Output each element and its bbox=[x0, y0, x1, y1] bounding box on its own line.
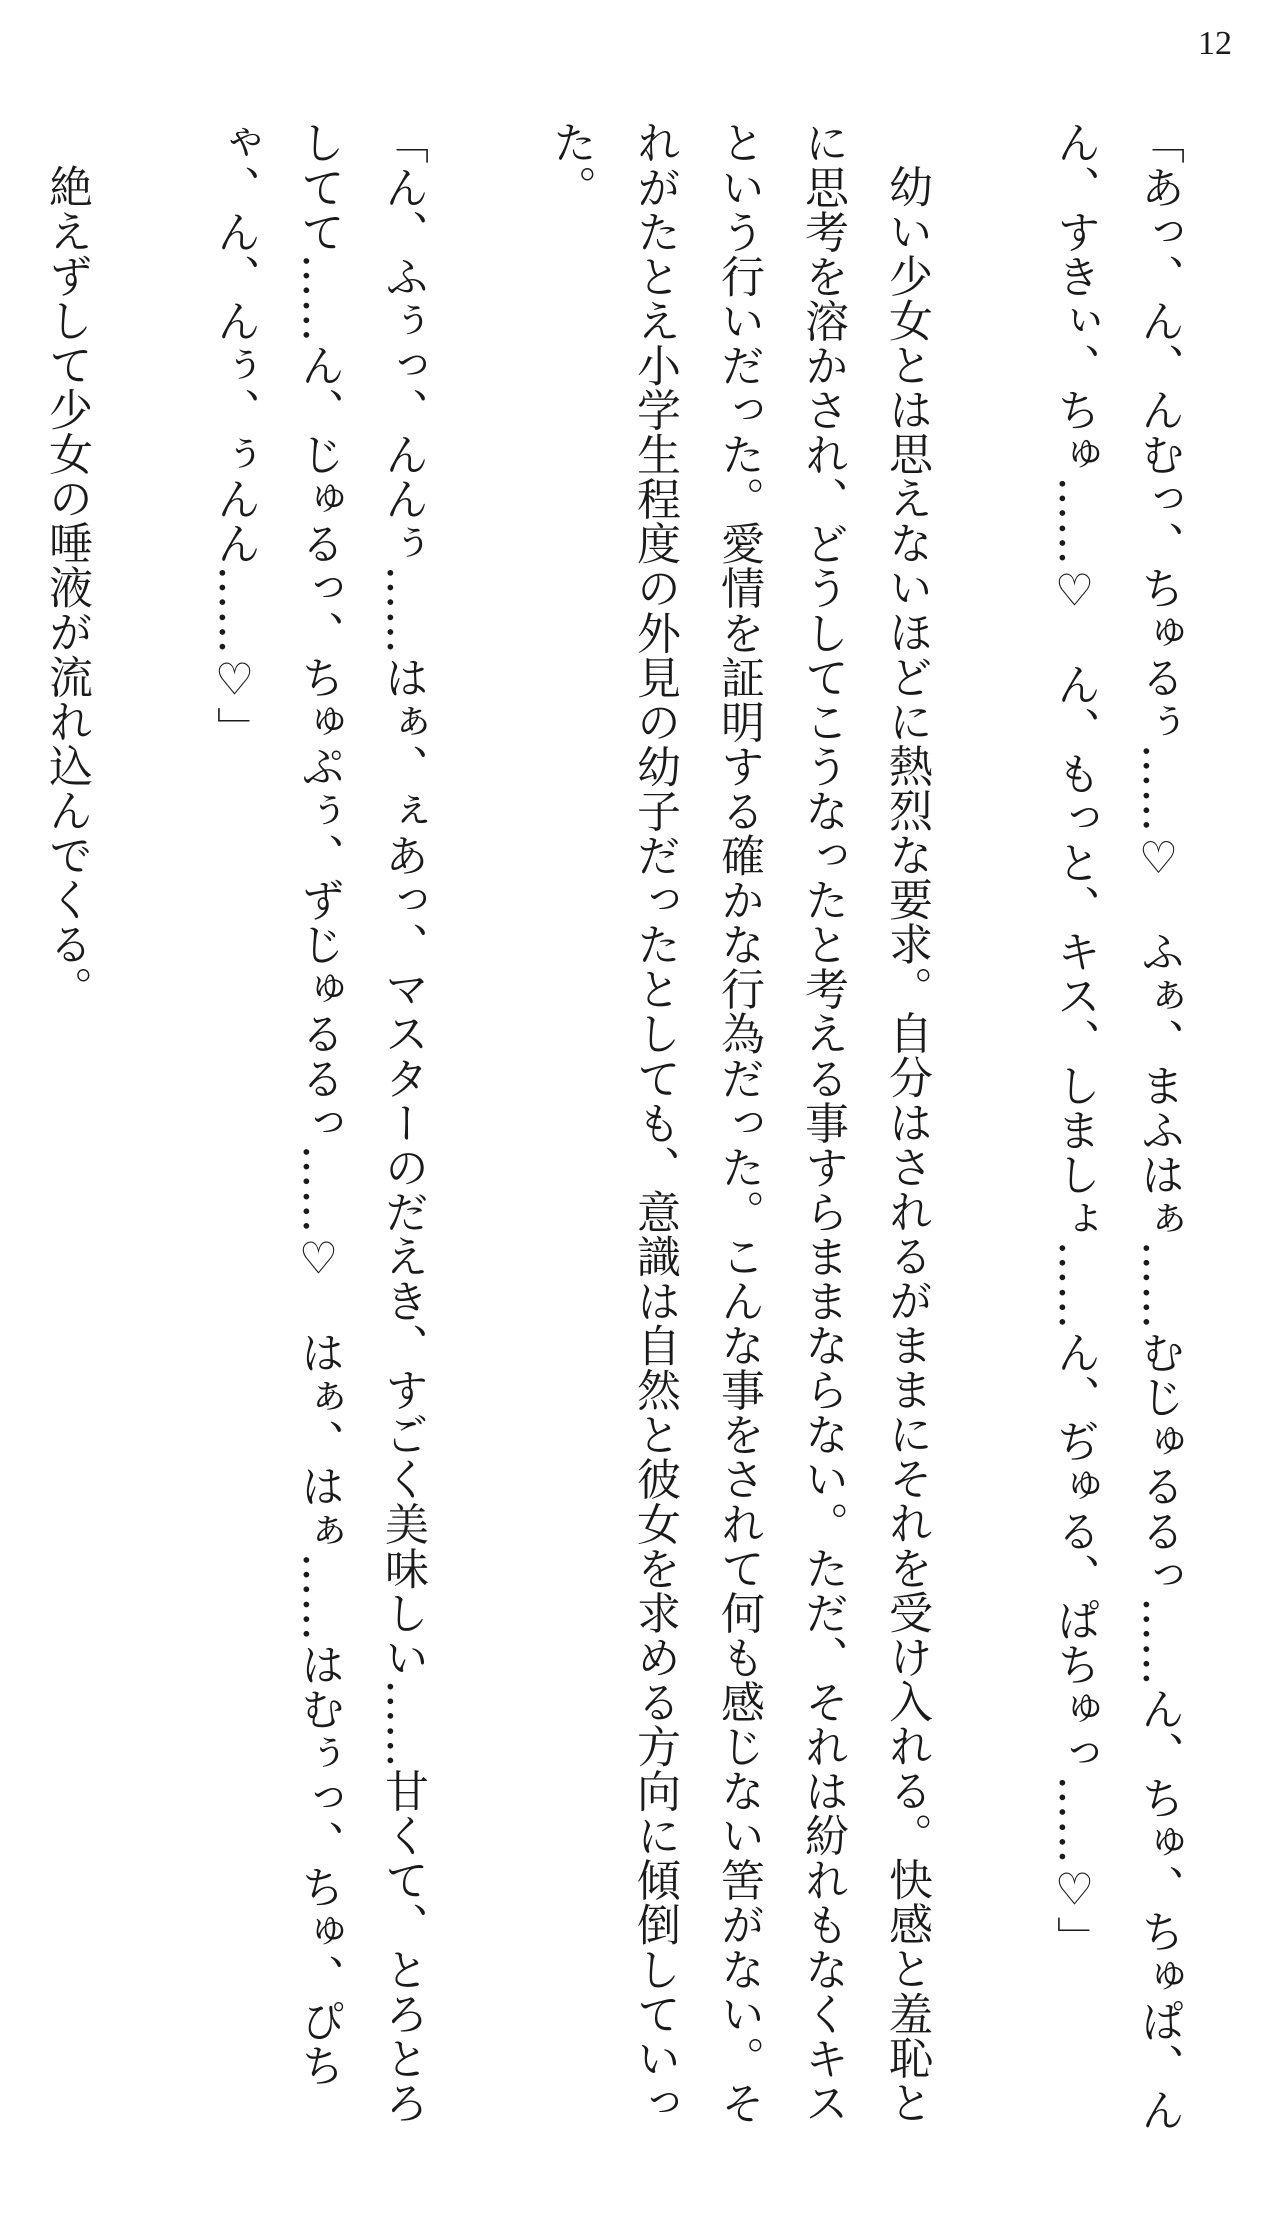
narration-paragraph-2: 絶えずして少女の唾液が流れ込んでくる。 bbox=[41, 164, 92, 1011]
narration-paragraph-1: 幼い少女とは思えないほどに熱烈な要求。自分はされるがままにそれを受け入れる。快感と羞恥とに思考を溶かされ、どうしてこうなったと考える事すらままならない。ただ、それは紛れもなくキスという行いだった。愛情を証明する確かな行為だった。こんな事をされて何も感じない筈がない。それがたとえ小学生程度の外見の幼子だったとしても、意識は自然と彼女を求める方向に傾倒していった。 bbox=[545, 120, 932, 2125]
dialogue-paragraph-2: 「ん、ふぅっ、んんぅ……はぁ、ぇあっ、マスターのだえき、すごく美味しい……甘くて、とろとろしてて……ん、じゅるっ、ちゅぷぅ、ずじゅるるっ……♡ はぁ、はぁ……はむぅっ、ちゅ、ぴちゃ、ん、んぅ、ぅんん……♡」 bbox=[209, 120, 428, 2125]
page-number: 12 bbox=[1198, 25, 1232, 62]
dialogue-paragraph-1: 「あっ、ん、んむっ、ちゅるぅ……♡ ふぁ、まふはぁ……むじゅるるっ……ん、ちゅ、ちゅぱ、んん、すきぃ、ちゅ……♡ ん、もっと、キス、しましょ……ん、ぢゅる、ぱちゅっ……♡」 bbox=[1049, 120, 1184, 2132]
body-text bbox=[24, 120, 1200, 2160]
